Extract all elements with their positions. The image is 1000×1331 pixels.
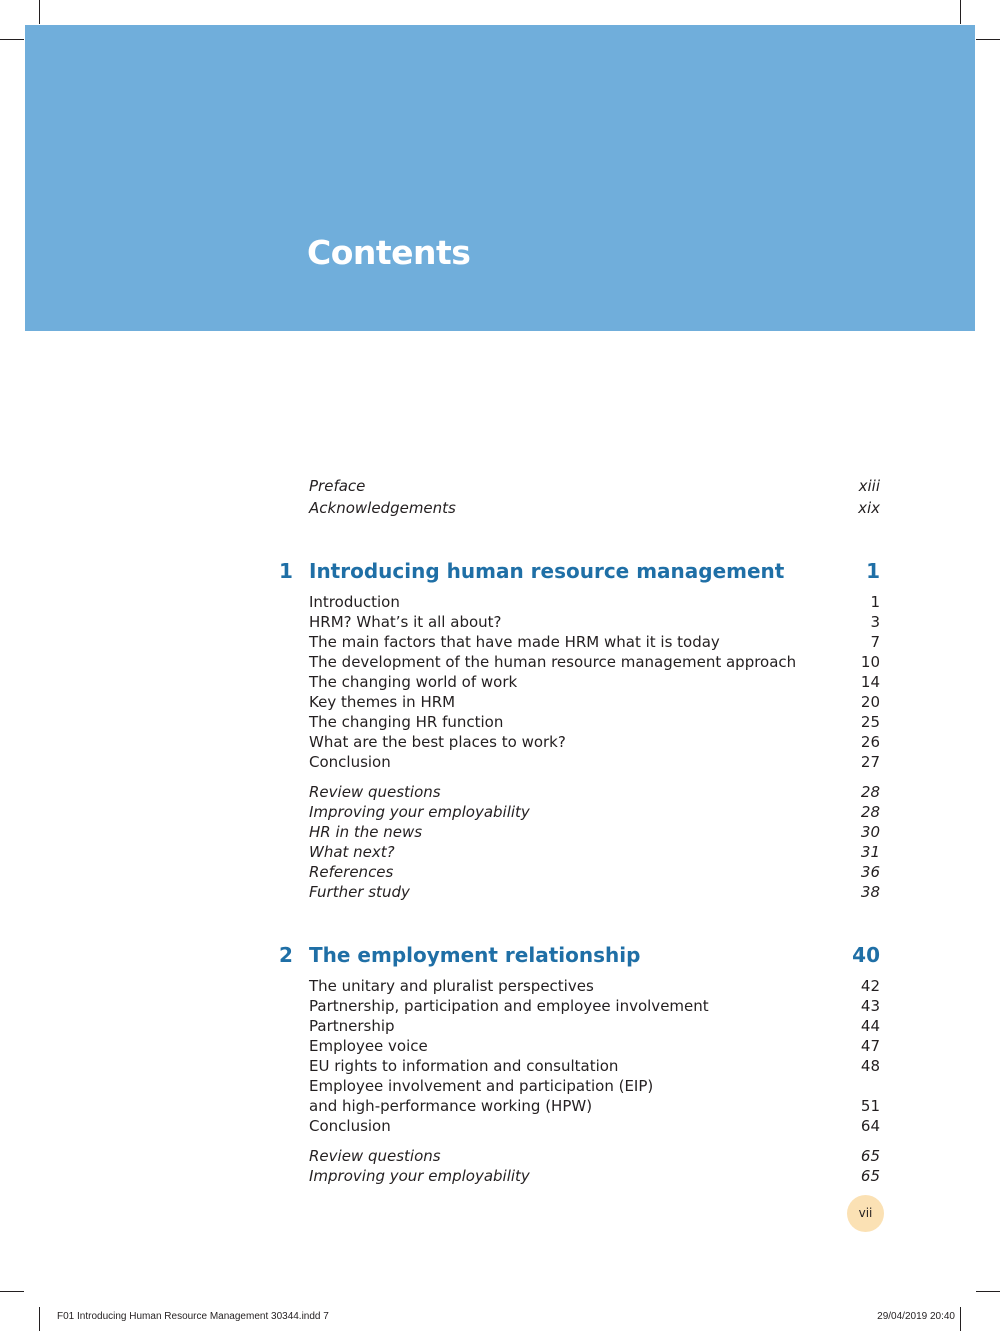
toc-front-matter-item[interactable]: [309, 476, 880, 496]
toc-section-item-page: 44: [860, 1017, 880, 1035]
toc-section-item-page: 1: [870, 593, 880, 611]
toc-feature-item[interactable]: [309, 782, 880, 802]
toc-section-item[interactable]: [309, 652, 880, 672]
toc-section-item[interactable]: [309, 1096, 880, 1116]
toc-feature-item-label: Review questions: [309, 1147, 441, 1165]
toc-feature-item[interactable]: [309, 822, 880, 842]
chapter-number: 1: [279, 559, 293, 583]
toc-section-item[interactable]: [309, 592, 880, 612]
crop-mark: [0, 1291, 24, 1292]
toc-section-item-label: Employee involvement and participation (EIP): [309, 1077, 654, 1095]
toc-section-item[interactable]: [309, 692, 880, 712]
toc-section-item-page: 25: [860, 713, 880, 731]
toc-feature-item-label: Improving your employability: [309, 803, 530, 821]
toc-front-matter-item-page: xix: [858, 499, 880, 517]
toc-section-item-page: 51: [860, 1097, 880, 1115]
toc-section-item-label: The unitary and pluralist perspectives: [309, 977, 594, 995]
toc-section-item-label: The development of the human resource management approach: [309, 653, 797, 671]
toc-section-item[interactable]: [309, 1076, 880, 1096]
toc-section-item[interactable]: [309, 1036, 880, 1056]
chapter-heading[interactable]: [279, 941, 880, 969]
header-banner: [25, 25, 975, 331]
toc-feature-item[interactable]: [309, 882, 880, 902]
toc-feature-item-label: Further study: [309, 883, 410, 901]
toc-section-item[interactable]: [309, 1116, 880, 1136]
toc-section-item-label: The changing world of work: [309, 673, 518, 691]
toc-feature-item-page: 65: [860, 1147, 880, 1165]
toc-section-item-label: The changing HR function: [309, 713, 504, 731]
toc-section-item-page: 7: [870, 633, 880, 651]
toc-section-item-page: 14: [860, 673, 880, 691]
slug-file: F01 Introducing Human Resource Management 30344.indd 7: [57, 1311, 329, 1322]
toc-feature-item-page: 28: [860, 783, 880, 801]
toc-feature-item-page: 28: [860, 803, 880, 821]
toc-section-item[interactable]: [309, 752, 880, 772]
chapter-page: 1: [866, 559, 880, 583]
toc-section-item-page: 20: [860, 693, 880, 711]
toc-section-item-label: Introduction: [309, 593, 400, 611]
toc-front-matter-item-page: xiii: [858, 477, 880, 495]
toc-front-matter-item-label: Acknowledgements: [309, 499, 456, 517]
crop-mark: [39, 0, 40, 24]
toc-section-item[interactable]: [309, 612, 880, 632]
chapter-number: 2: [279, 943, 293, 967]
toc-feature-item[interactable]: [309, 842, 880, 862]
page-title: Contents: [307, 233, 471, 272]
crop-mark: [960, 0, 961, 24]
toc-feature-item-label: Review questions: [309, 783, 441, 801]
toc-feature-item[interactable]: [309, 1166, 880, 1186]
crop-mark: [976, 1291, 1000, 1292]
chapter-title: The employment relationship: [309, 943, 641, 967]
chapter-title: Introducing human resource management: [309, 559, 785, 583]
toc-section-item-page: 27: [860, 753, 880, 771]
toc-feature-item-label: What next?: [309, 843, 395, 861]
toc-section-item-label: Employee voice: [309, 1037, 428, 1055]
toc-feature-item-label: References: [309, 863, 394, 881]
toc-section-item-page: 42: [860, 977, 880, 995]
toc-section-item[interactable]: [309, 1056, 880, 1076]
chapter-page: 40: [852, 943, 880, 967]
toc-section-item-label: What are the best places to work?: [309, 733, 566, 751]
toc-feature-item-label: HR in the news: [309, 823, 423, 841]
toc-section-item-page: 26: [860, 733, 880, 751]
toc-section-item[interactable]: [309, 672, 880, 692]
toc-front-matter-item-label: Preface: [309, 477, 366, 495]
toc-feature-item[interactable]: [309, 862, 880, 882]
toc-section-item-label: HRM? What’s it all about?: [309, 613, 502, 631]
toc-feature-item-page: 31: [860, 843, 880, 861]
toc-section-item-page: 64: [860, 1117, 880, 1135]
toc-feature-item-page: 65: [860, 1167, 880, 1185]
toc-feature-item-page: 30: [860, 823, 880, 841]
toc-feature-item[interactable]: [309, 1146, 880, 1166]
toc-section-item[interactable]: [309, 1016, 880, 1036]
toc-section-item-page: 48: [860, 1057, 880, 1075]
toc-section-item-label: Key themes in HRM: [309, 693, 456, 711]
toc-section-item[interactable]: [309, 996, 880, 1016]
toc-section-item[interactable]: [309, 632, 880, 652]
toc-section-item-page: 43: [860, 997, 880, 1015]
toc-section-item-page: 3: [870, 613, 880, 631]
crop-mark: [976, 39, 1000, 40]
toc-feature-item-page: 36: [860, 863, 880, 881]
toc-section-item-page: 47: [860, 1037, 880, 1055]
chapter-heading[interactable]: [279, 557, 880, 585]
toc-section-item-label: Partnership, participation and employee involvement: [309, 997, 709, 1015]
toc-section-item-label: Conclusion: [309, 1117, 391, 1135]
crop-mark: [0, 39, 24, 40]
toc-section-item[interactable]: [309, 976, 880, 996]
toc-section-item-label: The main factors that have made HRM what it is today: [309, 633, 720, 651]
page-number-badge: vii: [847, 1195, 884, 1232]
toc-section-item[interactable]: [309, 712, 880, 732]
toc-section-item-label: Conclusion: [309, 753, 391, 771]
toc-section-item-label: and high-performance working (HPW): [309, 1097, 593, 1115]
toc-feature-item-label: Improving your employability: [309, 1167, 530, 1185]
toc-feature-item[interactable]: [309, 802, 880, 822]
slug-timestamp: 29/04/2019 20:40: [877, 1311, 955, 1322]
toc-front-matter-item[interactable]: [309, 498, 880, 518]
toc-section-item[interactable]: [309, 732, 880, 752]
toc-section-item-page: 10: [860, 653, 880, 671]
toc-feature-item-page: 38: [860, 883, 880, 901]
crop-mark: [960, 1307, 961, 1331]
toc-section-item-label: Partnership: [309, 1017, 395, 1035]
toc-section-item-label: EU rights to information and consultation: [309, 1057, 619, 1075]
crop-mark: [39, 1307, 40, 1331]
